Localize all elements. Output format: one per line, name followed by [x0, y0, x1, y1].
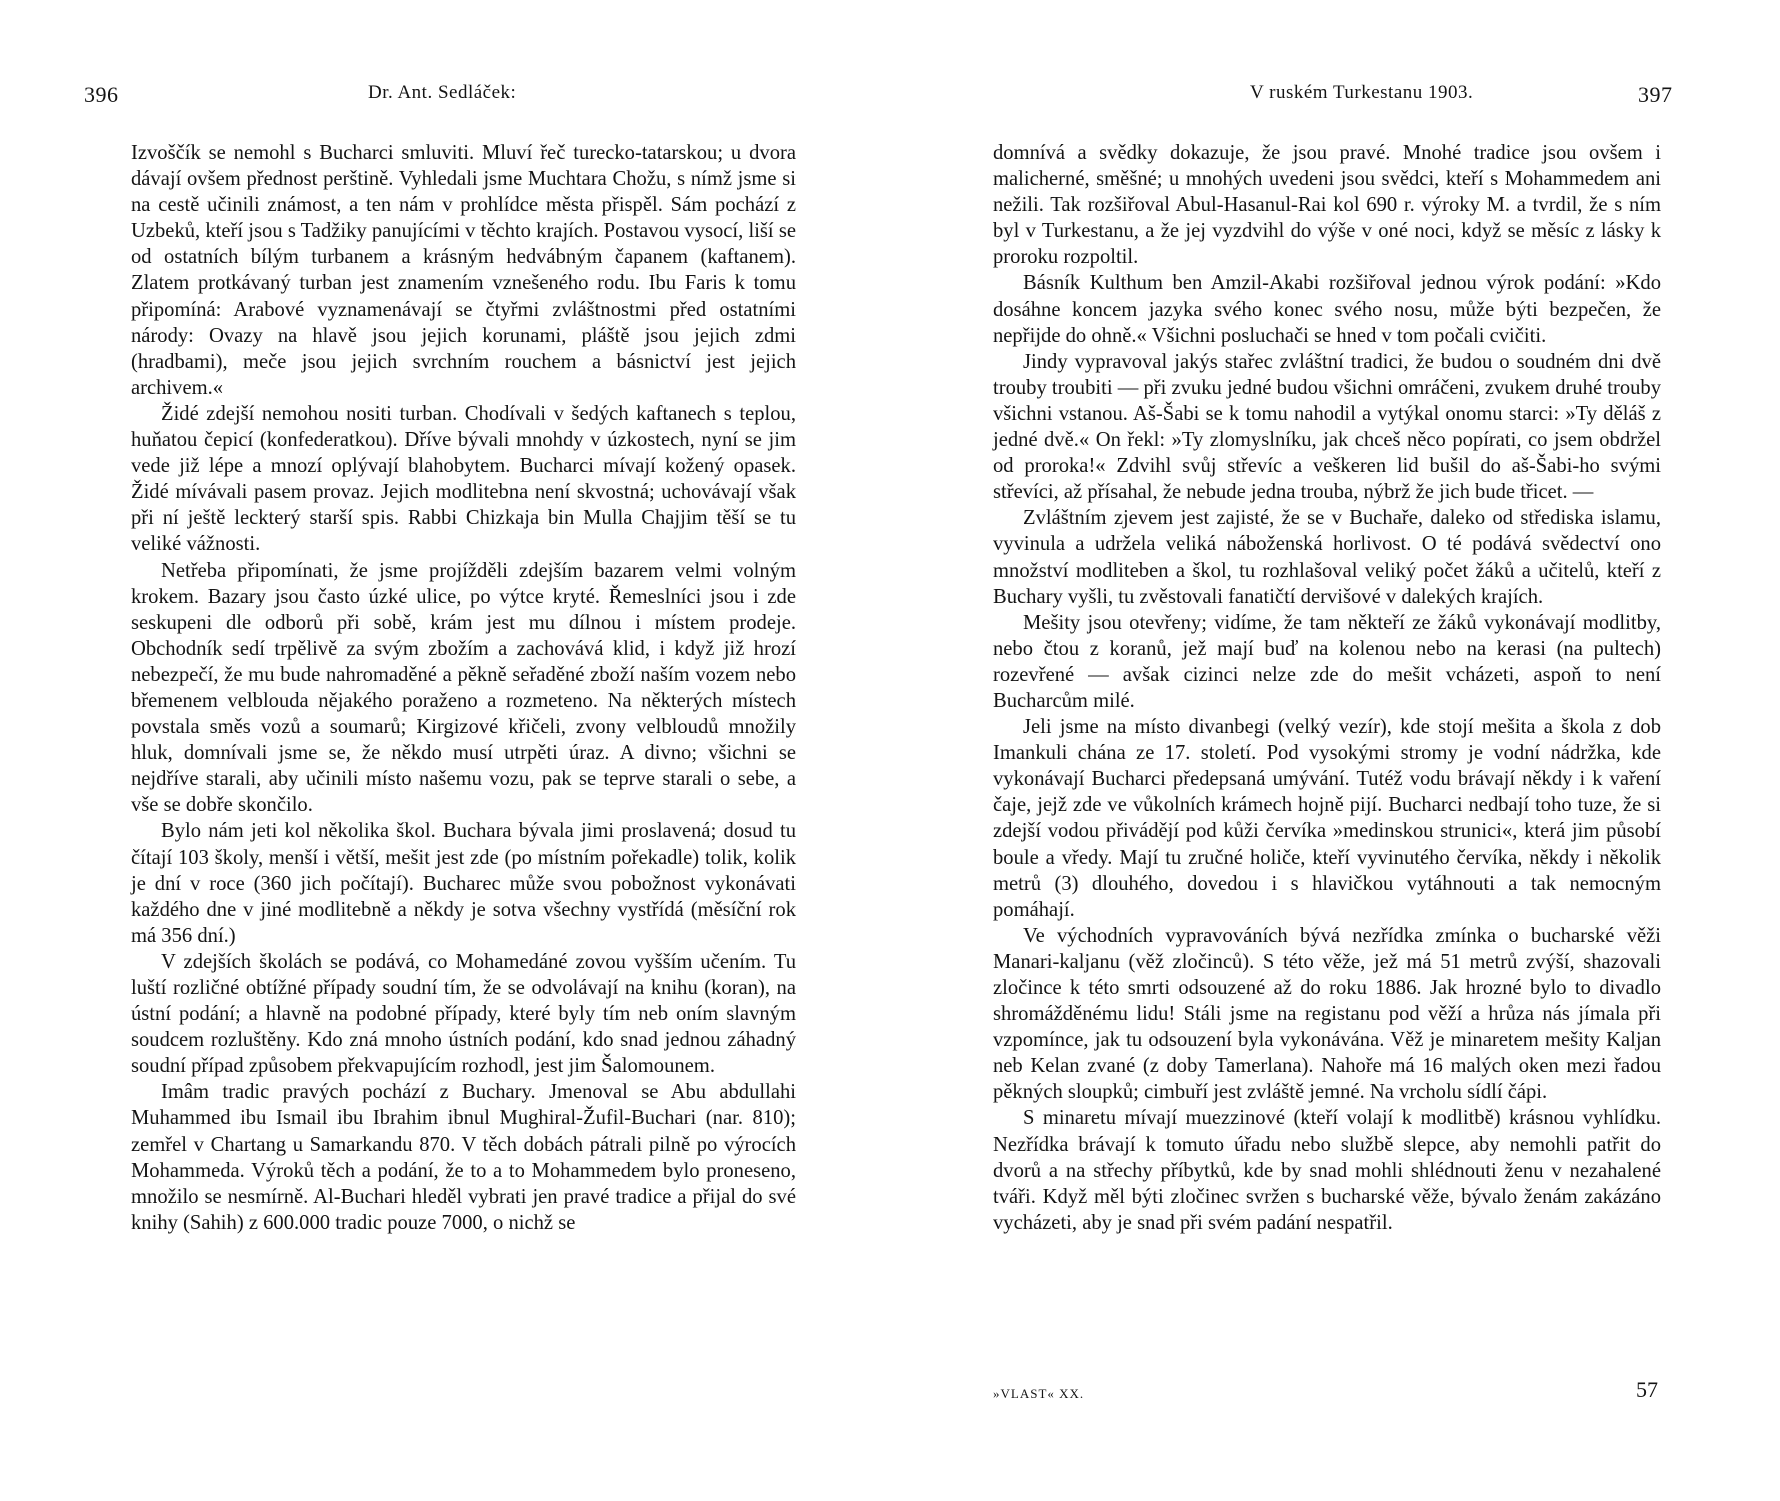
right-running-head: V ruském Turkestanu 1903.: [1250, 82, 1474, 103]
right-page-number: 397: [1638, 82, 1673, 107]
paragraph: Netřeba připomínati, že jsme projížděli zdejším bazarem velmi volným krokem. Bazary jsou často úzké ulice, po výtce kryté. Řemeslníci jsou i zde seskupeni dle odborů při sobě, krám jest mu dílnou i místem prodeje. Obchodník sedí trpělivě za svým zbožím a zachovává klid, i když již hrozí nebezpečí, že mu bude nahromaděné a pěkně seřaděné zboží naším vozem nebo břemenem velblouda nějakého poraženo a rozmeteno. Na některých místech povstala směs vozů a soumarů; Kirgizové křičeli, zvony velbloudů množily hluk, domnívali jsme se, že někdo musí utrpěti úraz. A divno; všichni se nejdříve starali, aby učinili místo našemu vozu, pak se teprve starali o sebe, a vše se dobře skončilo.: [131, 559, 796, 817]
paragraph: V zdejších školách se podává, co Mohamedáné zovou vyšším učením. Tu luští rozličné obtížné případy soudní tím, že se odvolávají na knihu (koran), na ústní podání; a hlavně na podobné případy, které byly tím neb oním slavným soudcem rozluštěny. Kdo zná mnoho ústních podání, kdo snad jednou záhadný soudní případ způsobem překvapujícím rozhodl, jest jim Šalomounem.: [131, 950, 796, 1078]
footer-note: »VLAST« XX.: [993, 1386, 1085, 1401]
signature-number: 57: [1636, 1377, 1658, 1402]
paragraph: Básník Kulthum ben Amzil-Akabi rozšiřoval jednou výrok podání: »Kdo dosáhne koncem jazyka svého konec svého nosu, může býti bezpečen, že nepřijde do ohně.« Všichni posluchači se hned v tom počali cvičiti.: [993, 272, 1661, 347]
right-page-body: [993, 140, 1661, 1236]
right-page: [890, 0, 1780, 1501]
paragraph: Zvláštním zjevem jest zajisté, že se v Buchaře, daleko od střediska islamu, vyvinula a udržela veliká náboženská horlivost. O té podává svědectví ono množství modliteben a škol, tu rozhlašoval veliký počet žáků a učitelů, kteří z Buchary vyšli, tu zvěstovali fanatičtí dervišové v dalekých krajích.: [993, 507, 1661, 608]
left-page-number: 396: [84, 82, 119, 107]
left-page-body: [131, 140, 796, 1236]
paragraph: domnívá a svědky dokazuje, že jsou pravé. Mnohé tradice jsou ovšem i malicherné, směšné; u mnohých uvedeni jsou svědci, kteří s Mohammedem ani nežili. Tak rozšiřoval Abul-Hasanul-Rai kol 690 r. výroky M. a tvrdil, že s ním byl v Turkestanu, a že jej vyzdvihl do výše v oné noci, když se měsíc z lásky k proroku rozpoltil.: [993, 142, 1661, 269]
paragraph: Jeli jsme na místo divanbegi (velký vezír), kde stojí mešita a škola z dob Imankuli chána ze 17. století. Pod vysokými stromy je vodní nádržka, kde vykonávají Bucharci předepsaná umývání. Tutéž vodu brávají někdy i k vaření čaje, jejž zde ve vůkolních krámech hojně pijí. Bucharci nedbají toho tuze, že si zdejší vodou přivádějí pod kůži červíka »medinskou strunici«, která jim působí boule a vředy. Mají tu zručné holiče, kteří vyvinutého červíka, někdy i několik metrů (3) dlouhého, dovedou i s hlavičkou vytáhnouti a tak nemocným pomáhají.: [993, 716, 1661, 921]
paragraph: Imâm tradic pravých pochází z Buchary. Jmenoval se Abu abdullahi Muhammed ibu Ismail ibu Ibrahim ibnul Mughiral-Žufil-Buchari (nar. 810); zemřel v Chartang u Samarkandu 870. V těch dobách pátrali pilně po výrocích Mohammeda. Výroků těch a podání, že to a to Mohammedem bylo proneseno, množilo se nesmírně. Al-Buchari hleděl vybrati jen pravé tradice a přijal do své knihy (Sahih) z 600.000 tradic pouze 7000, o nichž se: [131, 1081, 796, 1234]
left-running-head: Dr. Ant. Sedláček:: [368, 82, 517, 103]
paragraph: Mešity jsou otevřeny; vidíme, že tam někteří ze žáků vykonávají modlitby, nebo čtou z koranů, jež mají buď na kolenou nebo na kerasi (na pultech) rozevřené — avšak cizinci nelze zde do mešit vcházeti, aspoň to není Bucharcům milé.: [993, 611, 1661, 712]
paragraph: Bylo nám jeti kol několika škol. Buchara bývala jimi proslavená; dosud tu čítají 103 školy, menší i větší, mešit jest zde (po místním pořekadle) tolik, kolik je dní v roce (360 jich počítají). Bucharec může svou pobožnost vykonávati každého dne v jiné modlitebně a někdy je sotva všechny vystřídá (měsíční rok má 356 dní.): [131, 820, 796, 947]
paragraph: Židé zdejší nemohou nositi turban. Chodívali v šedých kaftanech s teplou, huňatou čepicí (konfederatkou). Dříve bývali mnohdy v úzkostech, nyní se jim vede již lépe a mnozí oplývají blahobytem. Bucharci mívají kožený opasek. Židé mívávali pasem provaz. Jejich modlitebna není skvostná; uchovávají však při ní ještě leckterý starší spis. Rabbi Chizkaja bin Mulla Chajjim těší se tu veliké vážnosti.: [131, 402, 796, 556]
paragraph: S minaretu mívají muezzinové (kteří volají k modlitbě) krásnou vyhlídku. Nezřídka brávají k tomuto úřadu nebo službě slepce, aby nemohli patřit do dvorů a na střechy příbytků, kde by snad mohli shlédnouti ženu v nezahalené tváři. Když měl býti zločinec svržen s bucharské věže, bývalo ženám zakázáno vycházeti, aby je snad při svém padání nespatřil.: [993, 1107, 1661, 1234]
paragraph: Izvoščík se nemohl s Bucharci smluviti. Mluví řeč turecko-tatarskou; u dvora dávají ovšem přednost perštině. Vyhledali jsme Muchtara Chožu, s nímž jsme si na cestě učinili známost, a ten nám v prohlídce města přispěl. Sám pochází z Uzbeků, kteří jsou s Tadžiky panujícími v těchto krajích. Postavou vysocí, liší se od ostatních bílým turbanem a krásným hedvábným čapanem (kaftanem). Zlatem protkávaný turban jest znamením vznešeného rodu. Ibu Faris k tomu připomíná: Arabové vyznamenávají se čtyřmi zvláštnostmi před ostatními národy: Ovazy na hlavě jsou jejich korunami, pláště jsou jejich zdmi (hradbami), meče jsou jejich svrchním rouchem a básnictví jest jejich archivem.«: [131, 142, 796, 399]
paragraph: Ve východních vypravováních bývá nezřídka zmínka o bucharské věži Manari-kaljanu (věž zločinců). S této věže, jež má 51 metrů zvýší, shazovali zločince k této smrti odsouzené až do roku 1886. Jak hrozné bylo to divadlo shromážděnému lidu! Stáli jsme na registanu pod věží a hrůza nás jímala při vzpomínce, jak tu odsouzení byla vykonávána. Věž je minaretem mešity Kaljan neb Kelan zvané (z doby Tamerlana). Nahoře má 16 malých oken mezi řadou pěkných sloupků; cimbuří jest zvláště jemné. Na vrcholu sídlí čápi.: [993, 924, 1661, 1104]
paragraph: Jindy vypravoval jakýs stařec zvláštní tradici, že budou o soudném dni dvě trouby troubiti — při zvuku jedné budou všichni omráčeni, zvukem druhé trouby všichni vstanou. Aš-Šabi se k tomu nahodil a vytýkal onomu starci: »Ty děláš z jedné dvě.« On řekl: »Ty zlomyslníku, jak chceš něco popírati, co jsem obdržel od proroka!« Zdvihl svůj střevíc a veškeren lid bušil do aš-Šabi-ho svými střevíci, až přísahal, že nebude jedna trouba, nýbrž že jich bude třicet. —: [993, 350, 1662, 504]
